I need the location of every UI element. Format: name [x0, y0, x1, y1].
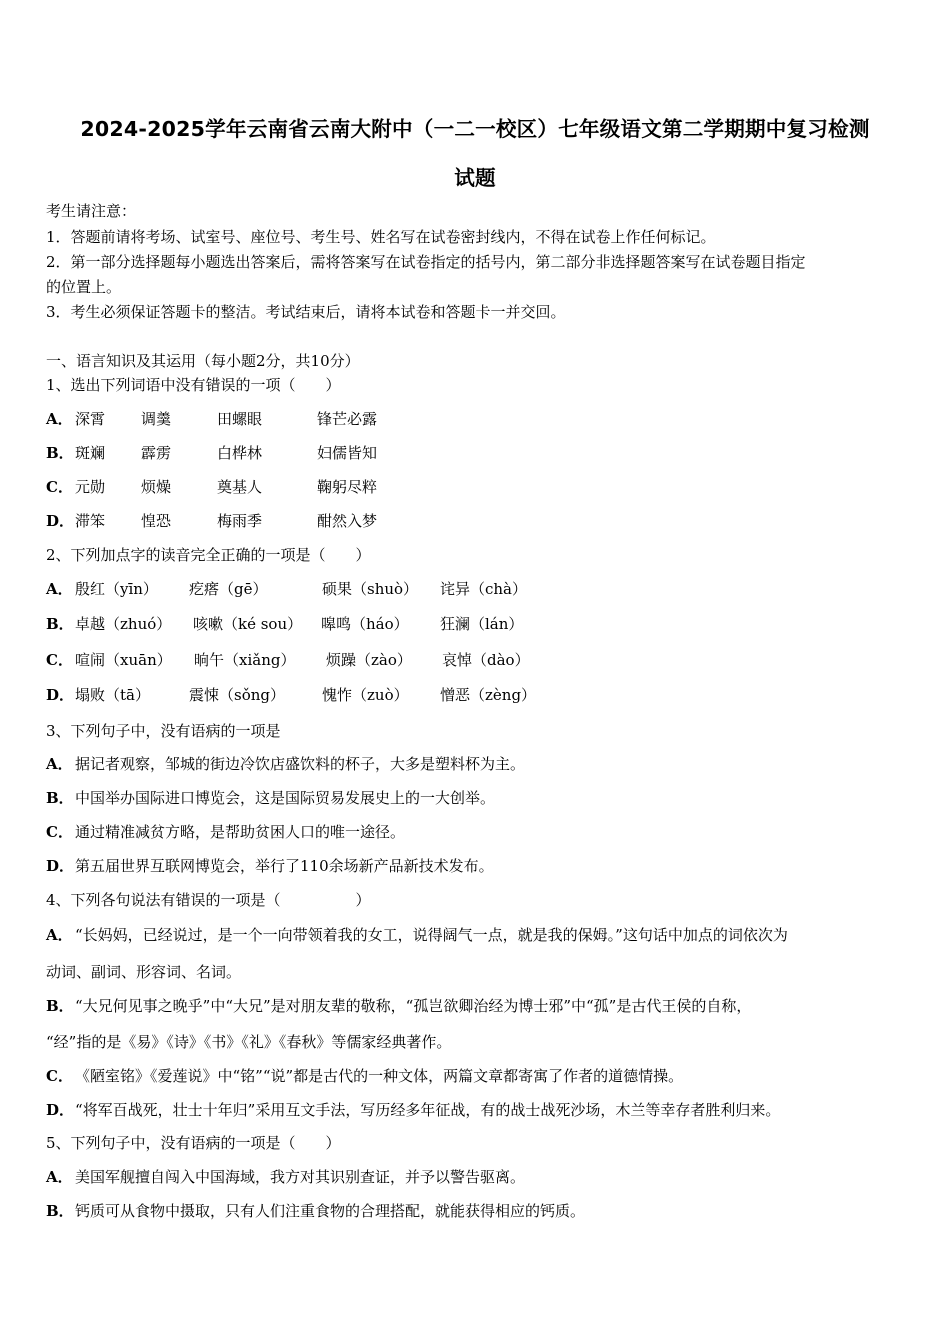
q2-option-b-word3: 嗥鸣（háo） [321, 615, 409, 633]
notice-heading: 考生请注意： [46, 202, 137, 220]
q3-option-d-label: D． [46, 857, 75, 875]
q2-option-a-word4: 诧异（chà） [440, 580, 528, 598]
q4-option-d-text: “将军百战死，壮士十年归”采用互文手法，写历经多年征战，有的战士战死沙场，木兰等幸存者胜利归来。 [75, 1101, 781, 1119]
q1-option-d-label: D． [46, 512, 75, 530]
q1-option-c-word2: 烦燥 [141, 478, 172, 496]
q2-option-d-word1: 塌败（tā） [75, 686, 150, 704]
section1-heading: 一、语言知识及其运用（每小题2分，共10分） [46, 352, 360, 370]
q4-option-a-text: “长妈妈，已经说过，是一个一向带领着我的女工，说得阔气一点，就是我的保姆。”这句话中加点的词依次为 [75, 926, 788, 944]
q2-option-d-word2: 震悚（sǒng） [189, 686, 285, 704]
q4-option-c-text: 《陋室铭》《爱莲说》中“铭”“说”都是古代的一种文体，两篇文章都寄寓了作者的道德情操。 [75, 1067, 684, 1085]
q5-stem: 5、下列句子中，没有语病的一项是（ ） [46, 1134, 341, 1152]
notice-item-2-cont: 的位置上。 [46, 278, 122, 296]
q3-option-c-text: 通过精准减贫方略，是帮助贫困人口的唯一途径。 [75, 823, 406, 841]
q5-option-b-text: 钙质可从食物中摄取，只有人们注重食物的合理搭配，就能获得相应的钙质。 [75, 1202, 586, 1220]
q1-option-a-word4: 锋芒必露 [317, 410, 378, 428]
q2-option-a-word1: 殷红（yīn） [75, 580, 158, 598]
q4-option-a-label: A． [46, 926, 73, 944]
q1-option-d-word2: 惶恐 [141, 512, 172, 530]
q1-option-b-word2: 霹雳 [141, 444, 172, 462]
q1-option-d-word4: 酣然入梦 [317, 512, 378, 530]
q1-option-a-word2: 调羹 [141, 410, 172, 428]
q4-option-b-label: B． [46, 997, 74, 1015]
q1-stem: 1、选出下列词语中没有错误的一项（ ） [46, 376, 341, 394]
notice-item-1: 1．答题前请将考场、试室号、座位号、考生号、姓名写在试卷密封线内，不得在试卷上作任何标记。 [46, 228, 716, 246]
q2-option-d-word4: 憎恶（zèng） [440, 686, 537, 704]
q1-option-b-word3: 白桦林 [217, 444, 263, 462]
q2-option-a-word3: 硕果（shuò） [322, 580, 419, 598]
q5-option-a-label: A． [46, 1168, 73, 1186]
q3-option-c-label: C． [46, 823, 73, 841]
q1-option-a-label: A． [46, 410, 73, 428]
q2-stem: 2、下列加点字的读音完全正确的一项是（ ） [46, 546, 371, 564]
q4-option-a-cont: 动词、副词、形容词、名词。 [46, 963, 242, 981]
q4-option-b-text: “大兄何见事之晚乎”中“大兄”是对朋友辈的敬称，“孤岂欲卿治经为博士邪”中“孤”是古代王侯的自称， [75, 997, 752, 1015]
q1-option-c-word4: 鞠躬尽粹 [317, 478, 378, 496]
q4-option-d-label: D． [46, 1101, 75, 1119]
q1-option-c-label: C． [46, 478, 73, 496]
q3-option-a-text: 据记者观察，邹城的街边冷饮店盛饮料的杯子，大多是塑料杯为主。 [75, 755, 526, 773]
q2-option-b-word1: 卓越（zhuó） [75, 615, 172, 633]
q4-stem: 4、下列各句说法有错误的一项是（ ） [46, 891, 371, 909]
q3-option-b-text: 中国举办国际进口博览会，这是国际贸易发展史上的一大创举。 [75, 789, 496, 807]
q1-option-b-word1: 斑斓 [75, 444, 106, 462]
q2-option-c-word4: 哀悼（dào） [442, 651, 530, 669]
q1-option-d-word3: 梅雨季 [217, 512, 263, 530]
q3-option-a-label: A． [46, 755, 73, 773]
notice-item-3: 3．考生必须保证答题卡的整洁。考试结束后，请将本试卷和答题卡一并交回。 [46, 303, 566, 321]
q4-option-b-cont: “经”指的是《易》《诗》《书》《礼》《春秋》等儒家经典著作。 [46, 1033, 452, 1051]
q1-option-a-word1: 深霄 [75, 410, 106, 428]
q3-option-d-text: 第五届世界互联网博览会，举行了110余场新产品新技术发布。 [75, 857, 494, 875]
q5-option-a-text: 美国军舰擅自闯入中国海域，我方对其识别查证，并予以警告驱离。 [75, 1168, 526, 1186]
q5-option-b-label: B． [46, 1202, 74, 1220]
q1-option-a-word3: 田螺眼 [217, 410, 263, 428]
q2-option-d-word3: 愧怍（zuò） [322, 686, 409, 704]
notice-item-2: 2．第一部分选择题每小题选出答案后，需将答案写在试卷指定的括号内，第二部分非选择题答案写在试卷题目指定 [46, 253, 806, 271]
q1-option-c-word1: 元勋 [75, 478, 106, 496]
q1-option-c-word3: 奠基人 [217, 478, 263, 496]
q4-option-c-label: C． [46, 1067, 73, 1085]
q1-option-d-word1: 滞笨 [75, 512, 106, 530]
q2-option-c-label: C． [46, 651, 73, 669]
q2-option-b-label: B． [46, 615, 74, 633]
q2-option-c-word3: 烦躁（zào） [326, 651, 412, 669]
q2-option-d-label: D． [46, 686, 75, 704]
q2-option-a-label: A． [46, 580, 73, 598]
q2-option-b-word4: 狂澜（lán） [440, 615, 524, 633]
exam-title-line1: 2024-2025学年云南省云南大附中（一二一校区）七年级语文第二学期期中复习检测 [80, 117, 870, 141]
q2-option-b-word2: 咳嗽（ké sou） [193, 615, 303, 633]
q3-option-b-label: B． [46, 789, 74, 807]
q1-option-b-word4: 妇儒皆知 [317, 444, 378, 462]
q2-option-c-word2: 晌午（xiǎng） [194, 651, 296, 669]
q2-option-a-word2: 疙瘩（gē） [189, 580, 268, 598]
q3-stem: 3、下列句子中，没有语病的一项是 [46, 722, 281, 740]
q2-option-c-word1: 喧闹（xuān） [75, 651, 172, 669]
exam-title-line2: 试题 [454, 166, 496, 190]
q1-option-b-label: B． [46, 444, 74, 462]
